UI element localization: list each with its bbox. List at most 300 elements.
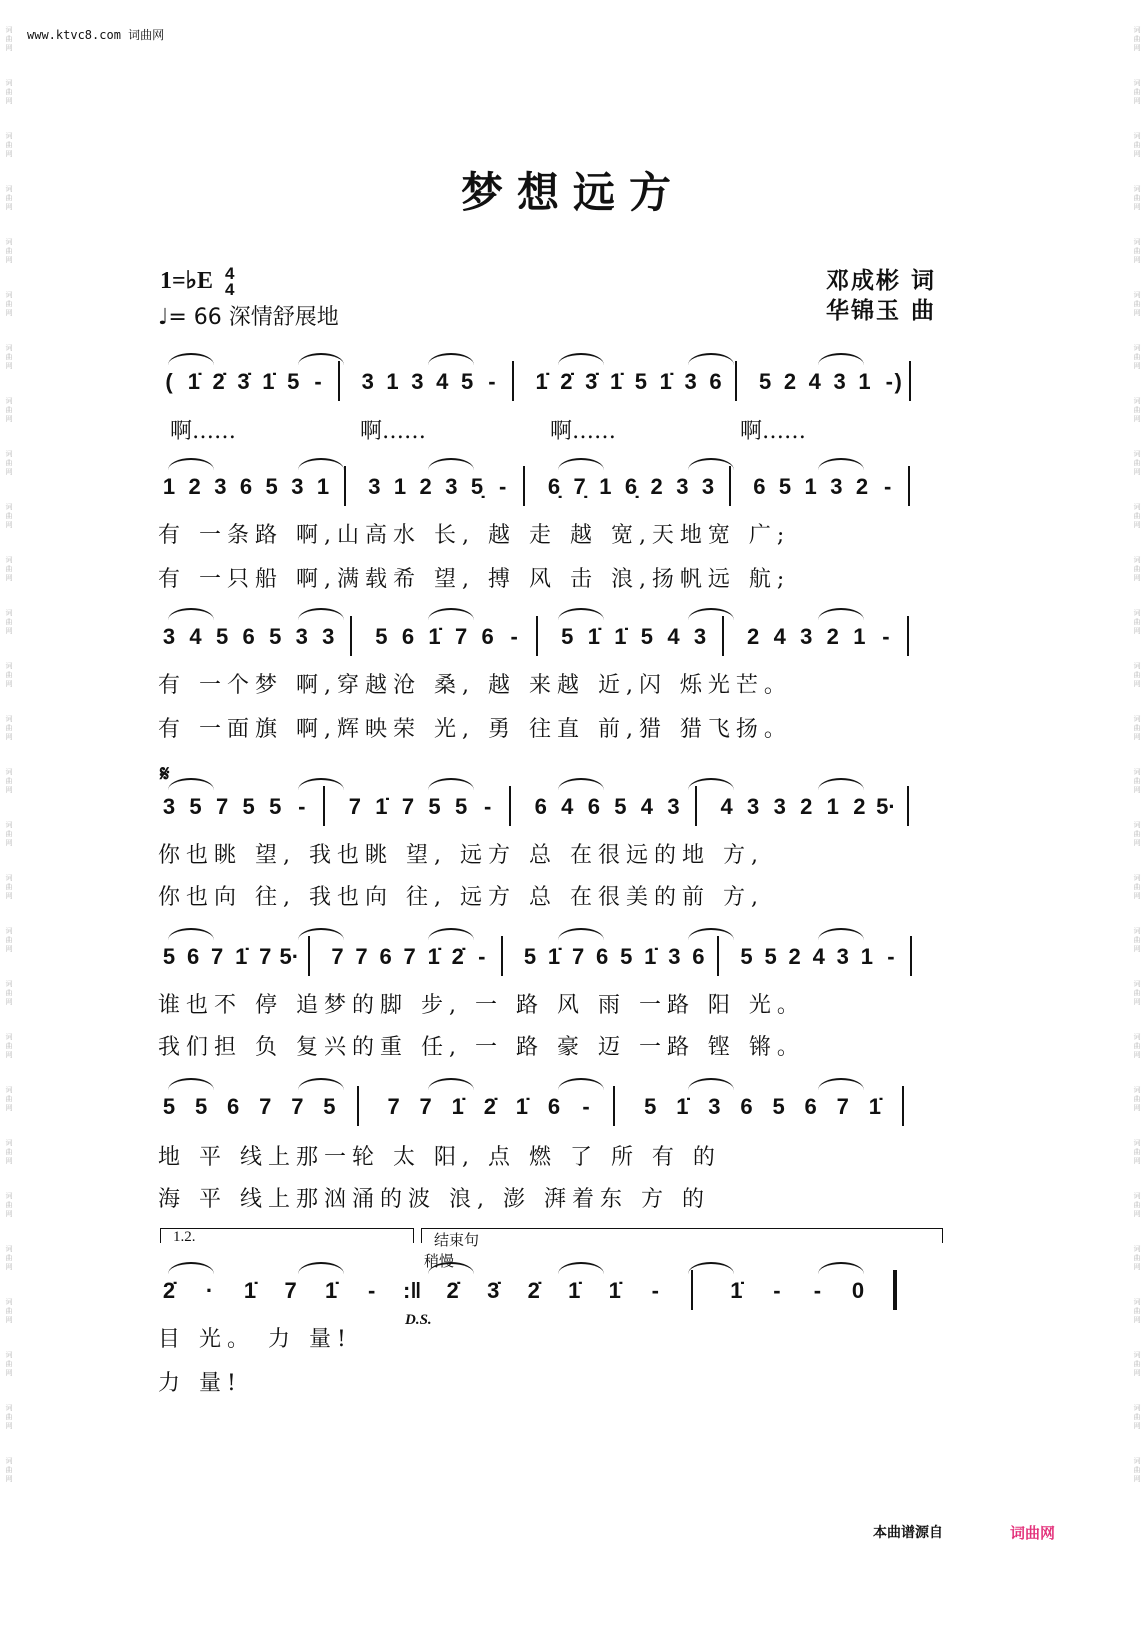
lyric-text: 你也向 往, 我也向 往, 远方 总 在很美的前 方, [158, 885, 764, 910]
score-note: 1 [858, 369, 871, 394]
barline [717, 936, 719, 976]
music-line-2 [158, 462, 948, 506]
score-note: 7 [419, 1094, 432, 1119]
score-note: 4 [436, 369, 449, 394]
side-watermark-text: 词 曲 网 [5, 556, 13, 582]
score-note: 1 [804, 474, 817, 499]
score-note: 2̇ [212, 369, 225, 394]
music-line-6 [158, 1082, 948, 1126]
score-note: 1̇ [375, 794, 388, 819]
score-note: 5 [287, 369, 300, 394]
side-watermark-text: 词 曲 网 [1133, 715, 1141, 741]
score-note: 3 [667, 794, 680, 819]
lyric-text: 有 一只船 啊,满载希 望, 搏 风 击 浪,扬帆远 航; [158, 567, 791, 592]
score-note: 3 [162, 624, 176, 649]
score-note: 1̇ [568, 1278, 581, 1303]
side-watermark-text: 词 曲 网 [5, 1086, 13, 1112]
side-watermark-text: 词 曲 网 [5, 874, 13, 900]
music-line-1 [158, 357, 948, 401]
side-watermark-text: 词 曲 网 [1133, 821, 1141, 847]
slur-mark [298, 928, 344, 940]
lyric-text: 地 平 线上那一轮 太 阳, 点 燃 了 所 有 的 [158, 1145, 721, 1170]
score-note: 1̇ [243, 1278, 257, 1303]
score-note: 6̣ [624, 474, 638, 499]
score-note: 2̇ [162, 1278, 176, 1303]
score-note: 2 [853, 794, 866, 819]
side-watermark-text: 词 曲 网 [1133, 1245, 1141, 1271]
score-note: 7 [259, 1094, 272, 1119]
score-note: 5 [189, 794, 202, 819]
score-note: 3 [295, 624, 308, 649]
side-watermark-text: 词 曲 网 [1133, 609, 1141, 635]
score-note: 5· [279, 944, 300, 969]
score-note: 5 [375, 624, 388, 649]
side-watermark-text: 词 曲 网 [1133, 662, 1141, 688]
barline [729, 466, 731, 506]
slur-mark [168, 458, 214, 470]
lyricist-credit: 邓成彬 词 [826, 268, 937, 294]
site-url[interactable]: www.ktvc8.com 词曲网 [27, 28, 165, 42]
score-note: 2 [188, 474, 201, 499]
score-note: 6 [401, 624, 415, 649]
side-watermark-text: 词 曲 网 [5, 980, 13, 1006]
composer-credit: 华锦玉 曲 [826, 298, 937, 324]
music-line-3 [158, 612, 948, 656]
score-note: 6 [753, 474, 766, 499]
score-note: - [813, 1278, 822, 1303]
score-note: 4 [773, 624, 786, 649]
side-watermark-text: 词 曲 网 [1133, 503, 1141, 529]
score-note: 4 [667, 624, 680, 649]
key-label: 1=♭E [160, 268, 214, 294]
score-note: 5̣ [470, 474, 484, 499]
score-note: 1 [162, 474, 176, 499]
slur-mark [428, 928, 474, 940]
score-note: 3 [445, 474, 458, 499]
score-note: - [582, 1094, 590, 1119]
score-note: 6 [740, 1094, 753, 1119]
score-note: 1̇ [235, 944, 248, 969]
score-note: 5 [778, 474, 792, 499]
score-note: 6 [534, 794, 547, 819]
side-watermark-text: 词 曲 网 [1133, 874, 1141, 900]
score-note: 4 [561, 794, 574, 819]
slur-mark [298, 778, 344, 790]
slur-mark [558, 458, 604, 470]
score-note: 7 [331, 944, 344, 969]
score-note: 2̇ [560, 369, 573, 394]
slur-mark [428, 1078, 474, 1090]
side-watermark-text: 词 曲 网 [5, 79, 13, 105]
key-signature [160, 266, 234, 298]
slur-mark [558, 1078, 604, 1090]
lyric-text: 我们担 负 复兴的重 任, 一 路 豪 迈 一路 铿 锵。 [158, 1035, 805, 1060]
slur-mark [168, 778, 214, 790]
score-note: 5 [162, 1094, 176, 1119]
side-watermark-text: 词 曲 网 [1133, 1298, 1141, 1324]
score-note: 5 [323, 1094, 336, 1119]
score-note: 4 [189, 624, 202, 649]
lyric-fragment: 啊…… [360, 419, 427, 444]
score-note: 6 [804, 1094, 817, 1119]
score-note: 5 [740, 944, 753, 969]
side-watermark-text: 词 曲 网 [1133, 1192, 1141, 1218]
lyric-fragment: 啊…… [740, 419, 807, 444]
slur-mark [298, 353, 344, 365]
lyric-text: 你也眺 望, 我也眺 望, 远方 总 在很远的地 方, [158, 843, 764, 868]
side-watermark-text: 词 曲 网 [1133, 768, 1141, 794]
score-note: 3 [701, 474, 715, 499]
score-note: 7 [387, 1094, 400, 1119]
side-watermark-text: 词 曲 网 [5, 238, 13, 264]
barline [613, 1086, 615, 1126]
score-note: 2 [788, 944, 801, 969]
footer-source-site[interactable]: 词曲网 [1010, 1524, 1056, 1542]
score-note: 1̇ [644, 944, 657, 969]
score-note: 3̇ [237, 369, 250, 394]
score-note: 5 [772, 1094, 785, 1119]
score-note: 1̇ [868, 1094, 881, 1119]
slur-mark [558, 928, 604, 940]
score-note: 7 [284, 1278, 297, 1303]
side-watermark-text: 词 曲 网 [5, 1298, 13, 1324]
side-watermark-text: 词 曲 网 [5, 1404, 13, 1430]
side-watermark-text: 词 曲 网 [5, 503, 13, 529]
side-watermark-text: 词 曲 网 [5, 662, 13, 688]
lyric-text: 有 一面旗 啊,辉映荣 光, 勇 往直 前,猎 猎飞扬。 [158, 717, 792, 742]
score-note: 2̇ [483, 1094, 496, 1119]
score-note: 7 [403, 944, 416, 969]
score-note: - [478, 944, 486, 969]
score-note: 1̇ [427, 944, 440, 969]
score-note: 5 [460, 369, 474, 394]
tempo-marking: ♩= 66 深情舒展地 [158, 305, 339, 330]
slur-mark [688, 1078, 734, 1090]
score-note: 2̇ [451, 944, 464, 969]
score-note: 3̇ [585, 369, 598, 394]
slur-mark [558, 1262, 604, 1274]
side-watermark-text: 词 曲 网 [1133, 291, 1141, 317]
score-note: 5 [242, 794, 255, 819]
score-note: 3 [214, 474, 227, 499]
barline [344, 466, 346, 506]
score-note: - [651, 1278, 659, 1303]
score-note: 2 [783, 369, 797, 394]
barline [512, 361, 514, 401]
score-note: 6 [227, 1094, 240, 1119]
barline [908, 466, 910, 506]
score-note: 3 [773, 794, 786, 819]
side-watermark-text: 词 曲 网 [5, 768, 13, 794]
score-note: 7 [211, 944, 224, 969]
score-note: 2 [419, 474, 432, 499]
slur-mark [298, 458, 344, 470]
score-note: 5 [162, 944, 176, 969]
score-note: 3 [368, 474, 381, 499]
side-watermark-text: 词 曲 网 [1133, 1351, 1141, 1377]
slur-mark [428, 353, 474, 365]
score-note: 6 [547, 1094, 561, 1119]
barline [910, 936, 912, 976]
score-note: 5 [561, 624, 574, 649]
side-watermark-text: 词 曲 网 [1133, 185, 1141, 211]
score-note: 2̇ [446, 1278, 459, 1303]
lyric-text: 目 光。 力 量! [158, 1327, 352, 1352]
slur-mark [168, 353, 214, 365]
side-watermark-text: 词 曲 网 [5, 1192, 13, 1218]
score-note: 1̇ [547, 944, 561, 969]
score-note: 7 [836, 1094, 849, 1119]
barline [691, 1270, 693, 1310]
slur-mark [428, 778, 474, 790]
score-note: 3 [361, 369, 374, 394]
side-watermark-text: 词 曲 网 [1133, 1086, 1141, 1112]
slur-mark [688, 458, 734, 470]
barline [350, 616, 352, 656]
lyric-text: 有 一个梦 啊,穿越沧 桑, 越 来越 近,闪 烁光芒。 [158, 673, 792, 698]
score-note: 1 [386, 369, 399, 394]
side-watermark-text: 词 曲 网 [1133, 1457, 1141, 1483]
side-watermark-text: 词 曲 网 [5, 26, 13, 52]
slur-mark [558, 778, 604, 790]
side-watermark-text: 词 曲 网 [5, 397, 13, 423]
score-note: 1̇ [587, 624, 600, 649]
score-note: 5 [523, 944, 537, 969]
score-note: 6 [379, 944, 392, 969]
music-line-7 [158, 1266, 948, 1310]
side-watermark-text: 词 曲 网 [5, 1351, 13, 1377]
score-note: 1̇ [659, 369, 672, 394]
barline [907, 616, 909, 656]
score-note: - [510, 624, 518, 649]
slur-mark [818, 353, 864, 365]
score-note: 1̇ [730, 1278, 743, 1303]
score-note: 5 [614, 794, 627, 819]
slur-mark [558, 608, 604, 620]
score-note: · [205, 1278, 214, 1303]
score-note: 3 [836, 944, 849, 969]
score-note: 1̇ [428, 624, 441, 649]
side-watermark-text: 词 曲 网 [1133, 397, 1141, 423]
slur-mark [818, 778, 864, 790]
side-watermark-text: 词 曲 网 [1133, 238, 1141, 264]
score-note: 5 [269, 624, 282, 649]
score-note: 5 [428, 794, 441, 819]
score-note: 7 [259, 944, 272, 969]
side-watermark-text: 词 曲 网 [1133, 79, 1141, 105]
barline [902, 1086, 904, 1126]
slur-mark [558, 353, 604, 365]
score-note: 1̇ [676, 1094, 689, 1119]
slur-mark [818, 458, 864, 470]
score-note: ( [165, 369, 173, 394]
score-note: 2 [650, 474, 663, 499]
volta-label: 1.2. [173, 1229, 196, 1245]
side-watermark-text: 词 曲 网 [5, 715, 13, 741]
score-note: 1̇ [187, 369, 200, 394]
slur-mark [168, 928, 214, 940]
score-note: - [483, 794, 492, 819]
score-note: 6 [239, 474, 253, 499]
score-note: 6̣ [547, 474, 561, 499]
barline [893, 1270, 897, 1310]
music-line-4 [158, 782, 948, 826]
side-watermark-text: 词 曲 网 [1133, 980, 1141, 1006]
score-note: 5 [454, 794, 468, 819]
side-watermark-text: 词 曲 网 [1133, 26, 1141, 52]
score-note: 7 [291, 1094, 304, 1119]
barline [523, 466, 525, 506]
slur-mark [688, 778, 734, 790]
score-note: 6 [587, 794, 600, 819]
page-title: 梦想远方 [460, 168, 685, 217]
score-note: 1̇ [608, 1278, 621, 1303]
slur-mark [818, 1078, 864, 1090]
score-note: 5· [876, 794, 896, 819]
score-note: 1̇ [451, 1094, 464, 1119]
side-watermark-text: 词 曲 网 [5, 927, 13, 953]
score-note: 7 [401, 794, 415, 819]
barline [909, 361, 911, 401]
side-watermark-text: 词 曲 网 [5, 1245, 13, 1271]
score-note: :‖ [403, 1278, 422, 1303]
score-note: 1̇ [614, 624, 627, 649]
barline [695, 786, 697, 826]
slur-mark [818, 1262, 864, 1274]
slur-mark [818, 608, 864, 620]
score-note: 6 [596, 944, 609, 969]
score-note: 2 [855, 474, 869, 499]
score-note: 3 [830, 474, 843, 499]
time-top: 4 [225, 264, 235, 284]
score-note: 7 [571, 944, 585, 969]
score-note: 2 [826, 624, 839, 649]
time-bottom: 4 [225, 280, 235, 300]
barline [308, 936, 310, 976]
score-note: 2 [747, 624, 760, 649]
lyric-text: 力 量! [158, 1371, 242, 1396]
side-watermark-right [1128, 0, 1146, 1637]
score-note: 1̇ [324, 1278, 338, 1303]
score-note: 3 [676, 474, 689, 499]
score-note: 4 [808, 369, 821, 394]
score-note: 4 [812, 944, 825, 969]
score-note: 4 [720, 794, 733, 819]
score-note: 3 [747, 794, 760, 819]
side-watermark-text: 词 曲 网 [1133, 1139, 1141, 1165]
score-note: 3 [411, 369, 424, 394]
slow-marking: 稍慢 [424, 1252, 455, 1270]
barline [509, 786, 511, 826]
volta-bracket-coda [421, 1228, 943, 1249]
score-note: - [885, 369, 893, 394]
score-note: 3 [668, 944, 681, 969]
score-note: 5 [265, 474, 278, 499]
slur-mark [688, 1262, 734, 1274]
score-note: 5 [764, 944, 777, 969]
score-note: - [298, 794, 306, 819]
lyric-fragment: 啊…… [550, 419, 617, 444]
side-watermark-left [0, 0, 18, 1637]
score-note: 5 [644, 1094, 657, 1119]
score-note: 3 [291, 474, 304, 499]
side-watermark-text: 词 曲 网 [5, 609, 13, 635]
side-watermark-text: 词 曲 网 [5, 132, 13, 158]
score-note: 7 [355, 944, 368, 969]
music-line-5 [158, 932, 948, 976]
score-note: 1 [853, 624, 866, 649]
slur-mark [818, 928, 864, 940]
score-note: 6 [709, 369, 722, 394]
score-note: 1 [316, 474, 330, 499]
barline [357, 1086, 359, 1126]
side-watermark-text: 词 曲 网 [5, 185, 13, 211]
slur-mark [168, 1078, 214, 1090]
score-note: 7 [454, 624, 468, 649]
footer-source-label: 本曲谱源自 [873, 1525, 943, 1541]
barline [722, 616, 724, 656]
score-note: - [887, 944, 895, 969]
barline [907, 786, 909, 826]
slur-mark [688, 928, 734, 940]
score-note: 3 [684, 369, 697, 394]
lyric-text: 海 平 线上那汹涌的波 浪, 澎 湃着东 方 的 [158, 1187, 710, 1212]
side-watermark-text: 词 曲 网 [5, 291, 13, 317]
score-note: 7̣ [573, 474, 586, 499]
score-note: 7 [215, 794, 229, 819]
lyric-fragment: 啊…… [170, 419, 237, 444]
barline [536, 616, 538, 656]
score-note: 1 [826, 794, 839, 819]
slur-mark [298, 1262, 344, 1274]
score-note: 4 [640, 794, 654, 819]
score-note: 3 [322, 624, 335, 649]
score-note: 5 [620, 944, 633, 969]
ds-marking: D.S. [405, 1312, 432, 1328]
score-note: 1̇ [515, 1094, 529, 1119]
side-watermark-text: 词 曲 网 [5, 821, 13, 847]
score-note: 1 [599, 474, 612, 499]
side-watermark-text: 词 曲 网 [5, 1139, 13, 1165]
score-note: 3 [800, 624, 813, 649]
slur-mark [428, 458, 474, 470]
side-watermark-text: 词 曲 网 [5, 1457, 13, 1483]
score-note: - [883, 474, 892, 499]
coda-label: 结束句 [434, 1231, 480, 1249]
side-watermark-text: 词 曲 网 [1133, 1404, 1141, 1430]
score-note: 5 [640, 624, 654, 649]
barline [501, 936, 503, 976]
score-note: 3 [833, 369, 846, 394]
score-note: 2 [800, 794, 813, 819]
score-note: 5 [634, 369, 648, 394]
side-watermark-text: 词 曲 网 [5, 450, 13, 476]
score-note: - [314, 369, 322, 394]
lyric-text: 谁也不 停 追梦的脚 步, 一 路 风 雨 一路 阳 光。 [158, 993, 805, 1018]
slur-mark [168, 1262, 214, 1274]
slur-mark [298, 608, 344, 620]
barline [323, 786, 325, 826]
score-note: 2̇ [527, 1278, 540, 1303]
score-note: 1 [393, 474, 407, 499]
side-watermark-text: 词 曲 网 [5, 344, 13, 370]
barline [338, 361, 340, 401]
score-note: 7 [348, 794, 361, 819]
side-watermark-text: 词 曲 网 [5, 1033, 13, 1059]
side-watermark-text: 词 曲 网 [1133, 1033, 1141, 1059]
score-note: 5 [759, 369, 772, 394]
score-note: 3 [708, 1094, 721, 1119]
